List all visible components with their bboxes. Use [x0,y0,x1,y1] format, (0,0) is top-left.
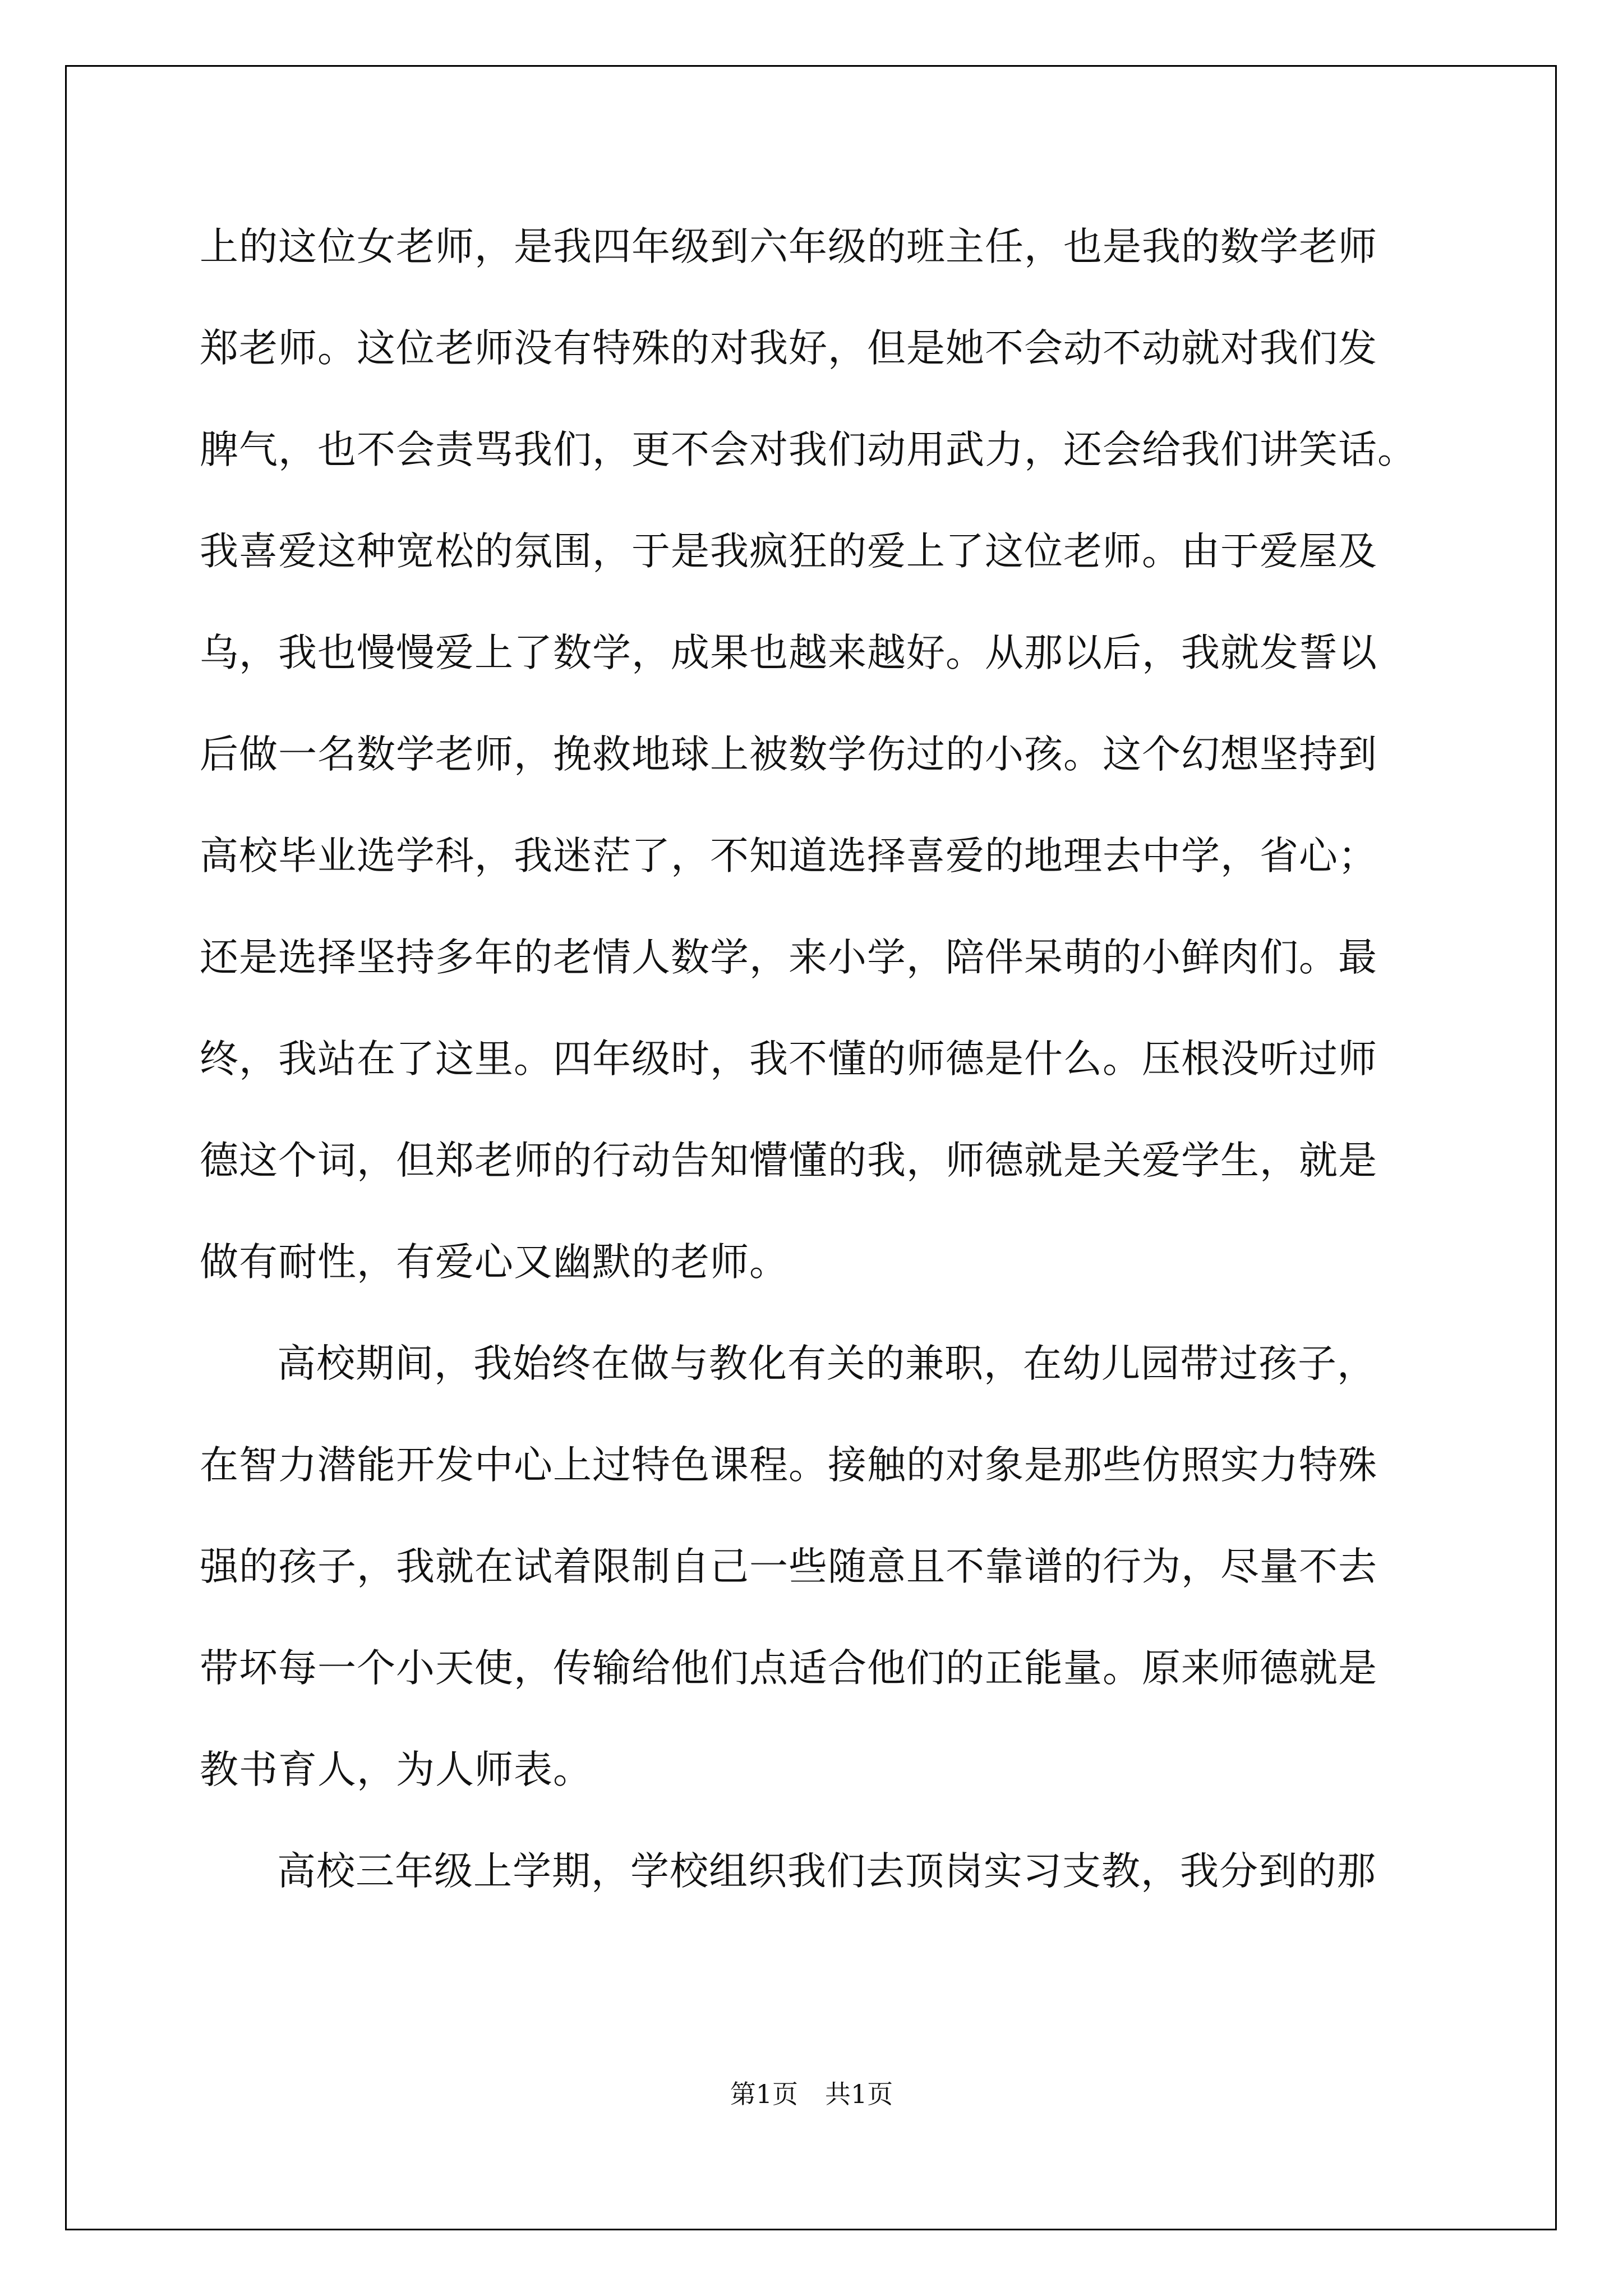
page-total: 共1页 [825,2079,893,2109]
text-line: 教书育人，为人师表。 [200,1747,592,1792]
text-line: 上的这位女老师，是我四年级到六年级的班主任，也是我的数学老师 [200,224,1377,269]
text-line: 做有耐性，有爱心又幽默的老师。 [200,1240,789,1285]
paragraph-start-line: 高校三年级上学期，学校组织我们去顶岗实习支教，我分到的那 [277,1849,1376,1894]
text-line: 强的孩子，我就在试着限制自己一些随意且不靠谱的行为，尽量不去 [200,1544,1377,1589]
text-line: 高校毕业选学科，我迷茫了，不知道选择喜爱的地理去中学，省心； [200,834,1377,878]
page-number: 第1页 [730,2079,798,2109]
page-footer [0,2074,1623,2111]
text-line: 脾气，也不会责骂我们，更不会对我们动用武力，还会给我们讲笑话。 [200,427,1417,472]
text-line: 我喜爱这种宽松的氛围，于是我疯狂的爱上了这位老师。由于爱屋及 [200,529,1377,574]
text-line: 郑老师。这位老师没有特殊的对我好，但是她不会动不动就对我们发 [200,326,1377,371]
document-body [200,213,1433,1939]
text-line: 德这个词，但郑老师的行动告知懵懂的我，师德就是关爱学生，就是 [200,1138,1377,1183]
text-line: 还是选择坚持多年的老情人数学，来小学，陪伴呆萌的小鲜肉们。最 [200,935,1377,980]
text-line: 乌，我也慢慢爱上了数学，成果也越来越好。从那以后，我就发誓以 [200,631,1377,675]
text-line: 终，我站在了这里。四年级时，我不懂的师德是什么。压根没听过师 [200,1037,1377,1082]
text-line: 带坏每一个小天使，传输给他们点适合他们的正能量。原来师德就是 [200,1646,1377,1691]
paragraph-start-line: 高校期间，我始终在做与教化有关的兼职，在幼儿园带过孩子， [277,1341,1376,1386]
text-line: 在智力潜能开发中心上过特色课程。接触的对象是那些仿照实力特殊 [200,1443,1377,1488]
text-line: 后做一名数学老师，挽救地球上被数学伤过的小孩。这个幻想坚持到 [200,732,1377,777]
